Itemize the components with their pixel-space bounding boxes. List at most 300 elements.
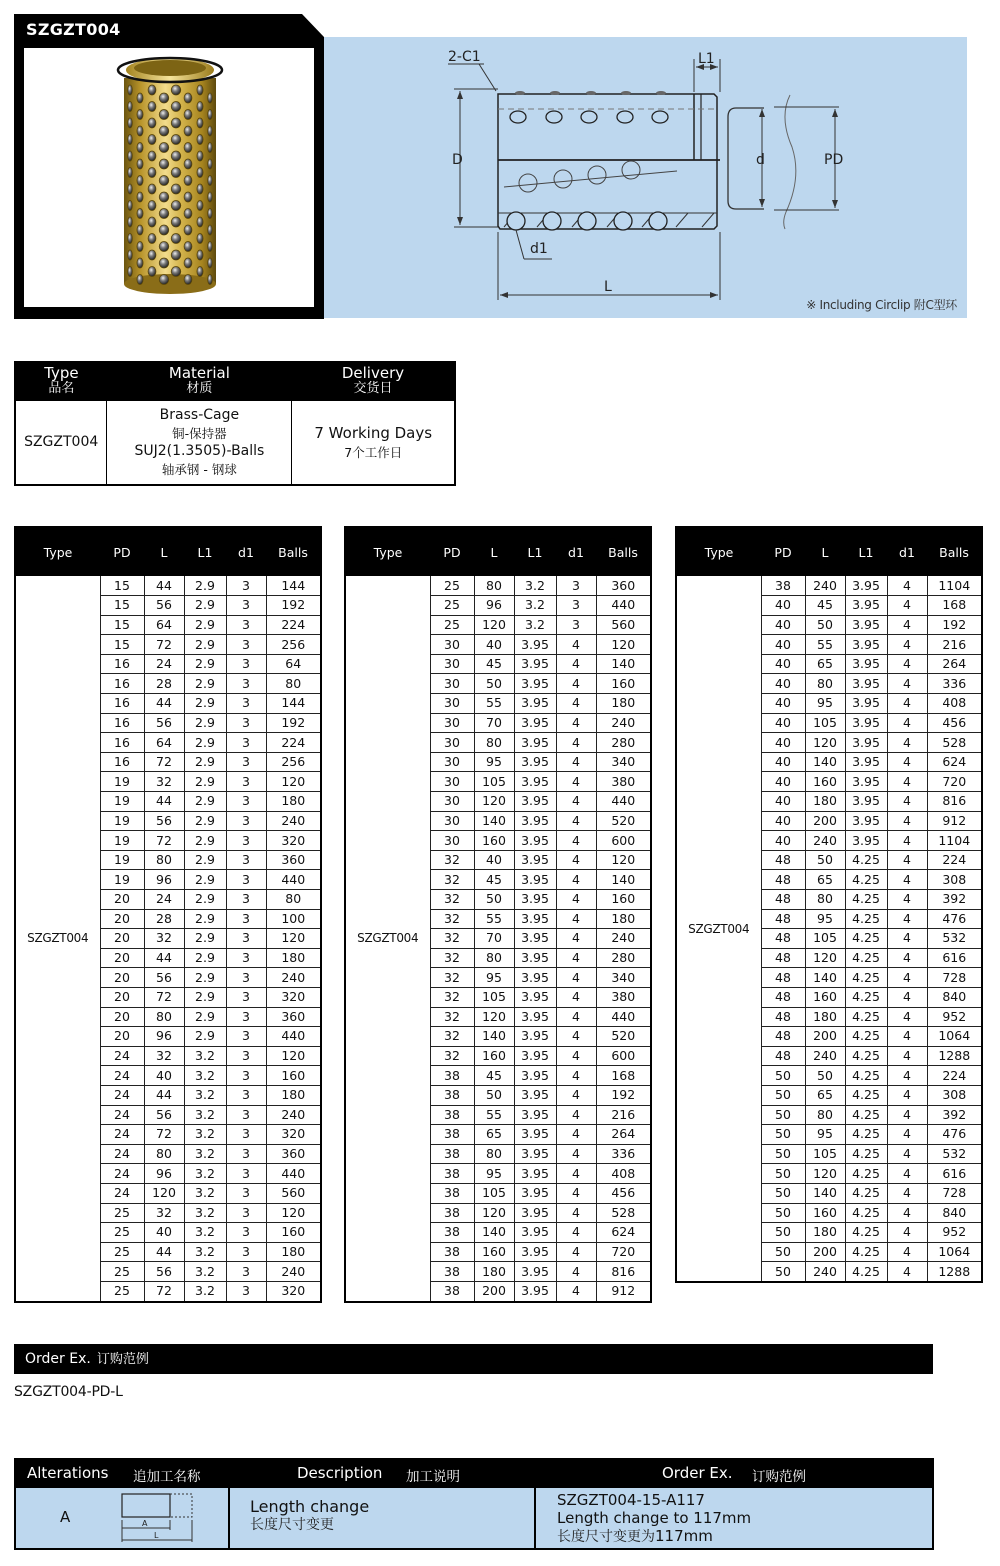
cage-ball xyxy=(208,159,213,169)
cell-l1: 3.95 xyxy=(514,1105,556,1125)
cell-l1: 2.9 xyxy=(184,890,226,910)
cage-ball xyxy=(148,102,156,112)
cell-pd: 24 xyxy=(100,1046,144,1066)
cell-l: 80 xyxy=(144,850,184,870)
material-balls-en: SUJ2(1.3505)-Balls xyxy=(134,443,265,460)
alterations-table xyxy=(14,1458,934,1550)
cell-l1: 3.95 xyxy=(845,674,887,694)
cell-d1: 3 xyxy=(226,752,266,772)
cell-l1: 4.25 xyxy=(845,1007,887,1027)
cell-pd: 20 xyxy=(100,987,144,1007)
cell-l1: 3.95 xyxy=(514,1066,556,1086)
cell-d1: 4 xyxy=(887,694,927,714)
cell-d1: 4 xyxy=(887,1125,927,1145)
cell-d1: 3 xyxy=(226,713,266,733)
product-code-title: SZGZT004 xyxy=(26,20,121,39)
cell-l: 105 xyxy=(474,1183,514,1203)
cell-l1: 3.95 xyxy=(514,694,556,714)
cell-balls: 140 xyxy=(596,654,650,674)
cage-ball xyxy=(184,110,192,120)
cage-ball xyxy=(171,217,181,227)
cage-ball xyxy=(128,234,133,244)
cell-l: 200 xyxy=(805,1242,845,1262)
cell-balls: 440 xyxy=(266,1027,320,1047)
label-D: D xyxy=(452,152,463,168)
cell-d1: 4 xyxy=(887,909,927,929)
cell-pd: 15 xyxy=(100,576,144,596)
cell-pd: 32 xyxy=(430,890,474,910)
cell-balls: 1104 xyxy=(927,576,981,596)
cell-balls: 192 xyxy=(266,596,320,616)
cell-d1: 4 xyxy=(887,1223,927,1243)
cell-l: 50 xyxy=(805,1066,845,1086)
alt-header-order-en: Order Ex. xyxy=(662,1464,733,1482)
cell-d1: 4 xyxy=(887,1242,927,1262)
header-material-en: Material xyxy=(168,364,230,382)
cell-balls: 360 xyxy=(596,576,650,596)
cell-pd: 38 xyxy=(430,1125,474,1145)
cell-pd: 40 xyxy=(761,752,805,772)
cell-l: 120 xyxy=(805,948,845,968)
cell-l1: 4.25 xyxy=(845,890,887,910)
cell-pd: 25 xyxy=(100,1262,144,1282)
cell-d1: 3 xyxy=(226,792,266,812)
cell-l: 50 xyxy=(474,890,514,910)
cage-ball xyxy=(171,85,181,95)
cage-ball xyxy=(197,151,203,161)
cell-balls: 840 xyxy=(927,1203,981,1223)
cell-balls: 600 xyxy=(596,1046,650,1066)
cell-d1: 4 xyxy=(887,1046,927,1066)
cell-l: 95 xyxy=(474,1164,514,1184)
cell-l1: 3.2 xyxy=(184,1203,226,1223)
cage-ball xyxy=(148,267,156,277)
cell-pd: 24 xyxy=(100,1183,144,1203)
cell-pd: 40 xyxy=(761,596,805,616)
cell-l: 80 xyxy=(474,576,514,596)
cell-pd: 38 xyxy=(430,1105,474,1125)
cage-ball xyxy=(184,143,192,153)
cage-ball xyxy=(159,143,169,153)
cell-l: 105 xyxy=(474,987,514,1007)
cell-balls: 560 xyxy=(596,615,650,635)
cell-d1: 3 xyxy=(226,1027,266,1047)
cell-l1: 3.95 xyxy=(514,674,556,694)
cell-l: 120 xyxy=(474,792,514,812)
cell-l: 96 xyxy=(474,596,514,616)
header-type-cn: 品名 xyxy=(48,381,75,396)
cell-d1: 4 xyxy=(887,596,927,616)
cage-ball xyxy=(208,242,213,252)
cell-pd: 25 xyxy=(430,576,474,596)
cell-l: 72 xyxy=(144,635,184,655)
cell-l1: 3.95 xyxy=(514,870,556,890)
cell-l: 140 xyxy=(805,968,845,988)
cell-balls: 160 xyxy=(596,674,650,694)
cell-l1: 2.9 xyxy=(184,870,226,890)
cage-ball xyxy=(137,209,143,219)
column-header-l1: L1 xyxy=(514,528,556,576)
cell-balls: 144 xyxy=(266,694,320,714)
cell-balls: 440 xyxy=(596,792,650,812)
info-header-material xyxy=(107,362,292,401)
cell-l1: 3.95 xyxy=(514,772,556,792)
cell-balls: 240 xyxy=(266,1262,320,1282)
spec-table-2 xyxy=(344,526,652,1303)
cell-balls: 100 xyxy=(266,909,320,929)
cell-l1: 3.2 xyxy=(184,1242,226,1262)
alt-header-alterations-en: Alterations xyxy=(27,1464,109,1482)
cell-balls: 520 xyxy=(596,811,650,831)
cell-pd: 38 xyxy=(430,1203,474,1223)
cell-balls: 64 xyxy=(266,654,320,674)
cell-pd: 15 xyxy=(100,615,144,635)
cage-ball xyxy=(197,168,203,178)
cell-l: 160 xyxy=(805,772,845,792)
cage-ball xyxy=(128,118,133,128)
cell-pd: 32 xyxy=(430,968,474,988)
cell-pd: 40 xyxy=(761,811,805,831)
column-header-l1: L1 xyxy=(184,528,226,576)
cell-d1: 4 xyxy=(556,1242,596,1262)
cage-ball xyxy=(159,192,169,202)
cell-pd: 24 xyxy=(100,1085,144,1105)
cell-l1: 3.2 xyxy=(184,1281,226,1301)
cell-l1: 2.9 xyxy=(184,850,226,870)
label-L: L xyxy=(604,279,612,295)
cell-balls: 520 xyxy=(596,1027,650,1047)
cell-d1: 4 xyxy=(887,1105,927,1125)
cage-ball xyxy=(197,250,203,260)
cell-d1: 3 xyxy=(226,694,266,714)
cell-l1: 3.95 xyxy=(514,635,556,655)
cage-ball xyxy=(148,85,156,95)
cell-d1: 4 xyxy=(887,576,927,596)
cell-l1: 2.9 xyxy=(184,694,226,714)
cell-pd: 30 xyxy=(430,811,474,831)
header-delivery-cn: 交货日 xyxy=(353,381,393,396)
cell-l: 44 xyxy=(144,1242,184,1262)
cell-l1: 2.9 xyxy=(184,772,226,792)
cell-pd: 50 xyxy=(761,1066,805,1086)
alt-divider xyxy=(534,1488,536,1548)
cell-pd: 19 xyxy=(100,870,144,890)
cell-l1: 3.2 xyxy=(184,1085,226,1105)
cell-l: 160 xyxy=(474,831,514,851)
cell-l1: 2.9 xyxy=(184,713,226,733)
cell-l1: 3.95 xyxy=(514,713,556,733)
cell-balls: 1288 xyxy=(927,1262,981,1282)
cell-d1: 4 xyxy=(556,674,596,694)
cell-balls: 336 xyxy=(596,1144,650,1164)
cell-d1: 3 xyxy=(226,1164,266,1184)
cell-pd: 38 xyxy=(430,1085,474,1105)
column-header-type: Type xyxy=(16,528,100,576)
cell-l: 70 xyxy=(474,929,514,949)
cell-l1: 4.25 xyxy=(845,1027,887,1047)
column-header-d1: d1 xyxy=(226,528,266,576)
cell-balls: 224 xyxy=(266,615,320,635)
cage-ball xyxy=(208,258,213,268)
cell-l: 80 xyxy=(805,890,845,910)
cell-d1: 4 xyxy=(887,1183,927,1203)
cell-l1: 4.25 xyxy=(845,1242,887,1262)
cell-l: 105 xyxy=(474,772,514,792)
label-PD: PD xyxy=(824,152,844,168)
cell-d1: 3 xyxy=(226,850,266,870)
cell-pd: 32 xyxy=(430,909,474,929)
cell-l: 44 xyxy=(144,694,184,714)
column-header-type: Type xyxy=(677,528,761,576)
cell-l1: 3.95 xyxy=(845,713,887,733)
cell-l1: 3.95 xyxy=(514,811,556,831)
cell-pd: 40 xyxy=(761,615,805,635)
cell-d1: 3 xyxy=(556,576,596,596)
cell-pd: 50 xyxy=(761,1085,805,1105)
cage-ball xyxy=(128,250,133,260)
cell-balls: 240 xyxy=(266,1105,320,1125)
cage-ball xyxy=(208,93,213,103)
cell-balls: 240 xyxy=(266,811,320,831)
cell-pd: 50 xyxy=(761,1105,805,1125)
cell-pd: 38 xyxy=(761,576,805,596)
alt-example-cn: 长度尺寸变更为 xyxy=(557,1529,655,1545)
cell-l1: 3.95 xyxy=(514,1183,556,1203)
cell-balls: 120 xyxy=(266,772,320,792)
cell-l: 140 xyxy=(474,1223,514,1243)
cell-l1: 3.95 xyxy=(845,596,887,616)
cell-d1: 3 xyxy=(226,1183,266,1203)
cell-l1: 2.9 xyxy=(184,948,226,968)
cell-balls: 440 xyxy=(596,1007,650,1027)
cell-balls: 336 xyxy=(927,674,981,694)
cell-d1: 3 xyxy=(226,674,266,694)
cell-pd: 25 xyxy=(100,1223,144,1243)
cell-d1: 4 xyxy=(556,948,596,968)
cell-pd: 24 xyxy=(100,1066,144,1086)
cell-pd: 50 xyxy=(761,1183,805,1203)
cell-d1: 4 xyxy=(556,1085,596,1105)
spec-table-3 xyxy=(675,526,983,1283)
cell-l: 24 xyxy=(144,654,184,674)
cell-l1: 3.95 xyxy=(845,576,887,596)
cell-d1: 4 xyxy=(556,654,596,674)
cell-l1: 3.95 xyxy=(845,811,887,831)
cell-l: 70 xyxy=(474,713,514,733)
cell-d1: 4 xyxy=(887,850,927,870)
cell-pd: 48 xyxy=(761,1027,805,1047)
cage-ball xyxy=(184,192,192,202)
cell-pd: 30 xyxy=(430,674,474,694)
cell-l1: 3.2 xyxy=(514,596,556,616)
cell-pd: 40 xyxy=(761,694,805,714)
cell-l: 65 xyxy=(805,1085,845,1105)
cell-l: 72 xyxy=(144,1125,184,1145)
cell-balls: 120 xyxy=(266,929,320,949)
cell-pd: 38 xyxy=(430,1164,474,1184)
order-title-en: Order Ex. xyxy=(25,1351,91,1367)
delivery-cn: 7个工作日 xyxy=(344,444,403,460)
cell-balls: 192 xyxy=(927,615,981,635)
cell-l1: 3.95 xyxy=(514,1223,556,1243)
material-cage-cn: 铜-保持器 xyxy=(172,426,227,442)
cell-pd: 50 xyxy=(761,1144,805,1164)
cell-pd: 48 xyxy=(761,1046,805,1066)
cell-l: 180 xyxy=(805,1223,845,1243)
cell-l: 55 xyxy=(805,635,845,655)
cell-l1: 3.95 xyxy=(514,831,556,851)
info-header-type xyxy=(15,362,107,401)
cell-l: 45 xyxy=(474,870,514,890)
cell-d1: 3 xyxy=(226,1007,266,1027)
cage-ball xyxy=(137,93,143,103)
table-row xyxy=(346,576,650,596)
cell-balls: 256 xyxy=(266,752,320,772)
cell-d1: 4 xyxy=(887,733,927,753)
cell-pd: 32 xyxy=(430,987,474,1007)
cell-l: 32 xyxy=(144,1046,184,1066)
cell-l: 32 xyxy=(144,1203,184,1223)
cell-l1: 4.25 xyxy=(845,1203,887,1223)
cell-d1: 3 xyxy=(226,987,266,1007)
cell-d1: 3 xyxy=(226,733,266,753)
cell-d1: 3 xyxy=(226,1281,266,1301)
cell-balls: 120 xyxy=(266,1203,320,1223)
type-cell: SZGZT004 xyxy=(16,576,100,1301)
column-header-l1: L1 xyxy=(845,528,887,576)
cell-l1: 3.95 xyxy=(845,733,887,753)
cell-pd: 20 xyxy=(100,929,144,949)
cell-l: 55 xyxy=(474,909,514,929)
cell-d1: 4 xyxy=(556,694,596,714)
cell-balls: 728 xyxy=(927,968,981,988)
cell-l: 65 xyxy=(474,1125,514,1145)
cell-pd: 30 xyxy=(430,733,474,753)
cell-pd: 32 xyxy=(430,1027,474,1047)
cell-pd: 30 xyxy=(430,792,474,812)
cage-ball xyxy=(128,267,133,277)
cell-pd: 15 xyxy=(100,635,144,655)
cell-l: 80 xyxy=(144,1007,184,1027)
cell-l1: 4.25 xyxy=(845,1125,887,1145)
cell-l: 64 xyxy=(144,615,184,635)
cell-d1: 4 xyxy=(556,1105,596,1125)
cell-l: 96 xyxy=(144,870,184,890)
cage-ball xyxy=(128,102,133,112)
cage-ball xyxy=(208,126,213,136)
column-header-pd: PD xyxy=(430,528,474,576)
cell-balls: 256 xyxy=(266,635,320,655)
cell-l1: 3.95 xyxy=(514,1144,556,1164)
alt-divider xyxy=(228,1488,230,1548)
cell-l1: 2.9 xyxy=(184,596,226,616)
cell-balls: 216 xyxy=(927,635,981,655)
cell-pd: 48 xyxy=(761,870,805,890)
cell-d1: 4 xyxy=(887,1066,927,1086)
cell-l1: 2.9 xyxy=(184,1007,226,1027)
cell-balls: 308 xyxy=(927,870,981,890)
cell-l: 160 xyxy=(805,1203,845,1223)
cell-balls: 456 xyxy=(927,713,981,733)
cage-ball xyxy=(137,258,143,268)
spec-table-grid xyxy=(346,528,650,1301)
cell-d1: 4 xyxy=(556,890,596,910)
cell-balls: 216 xyxy=(596,1105,650,1125)
cell-balls: 340 xyxy=(596,968,650,988)
cell-l1: 2.9 xyxy=(184,674,226,694)
cell-balls: 360 xyxy=(266,1144,320,1164)
cell-pd: 24 xyxy=(100,1164,144,1184)
cell-l: 96 xyxy=(144,1027,184,1047)
cell-d1: 3 xyxy=(226,1085,266,1105)
cell-l: 200 xyxy=(805,811,845,831)
cell-l: 80 xyxy=(474,733,514,753)
cell-l: 120 xyxy=(805,733,845,753)
cell-l: 140 xyxy=(805,752,845,772)
cell-pd: 20 xyxy=(100,890,144,910)
cell-pd: 40 xyxy=(761,654,805,674)
cell-l1: 3.95 xyxy=(514,1085,556,1105)
cell-balls: 280 xyxy=(596,733,650,753)
cell-l: 50 xyxy=(805,615,845,635)
order-example-bar xyxy=(14,1344,933,1374)
cell-pd: 19 xyxy=(100,772,144,792)
cell-l: 120 xyxy=(474,1007,514,1027)
cell-balls: 180 xyxy=(596,694,650,714)
alt-order-example xyxy=(557,1491,751,1546)
cell-l1: 2.9 xyxy=(184,929,226,949)
cell-pd: 16 xyxy=(100,733,144,753)
cell-l: 72 xyxy=(144,752,184,772)
cage-ball xyxy=(128,135,133,145)
alterations-row xyxy=(16,1488,932,1548)
cell-pd: 38 xyxy=(430,1262,474,1282)
column-header-balls: Balls xyxy=(596,528,650,576)
cell-pd: 40 xyxy=(761,772,805,792)
cell-d1: 4 xyxy=(556,909,596,929)
cell-d1: 4 xyxy=(556,987,596,1007)
cell-l1: 2.9 xyxy=(184,1027,226,1047)
cell-l1: 2.9 xyxy=(184,635,226,655)
cell-l1: 2.9 xyxy=(184,811,226,831)
cell-d1: 4 xyxy=(887,948,927,968)
cell-l: 40 xyxy=(474,635,514,655)
cell-balls: 456 xyxy=(596,1183,650,1203)
cell-l: 40 xyxy=(144,1223,184,1243)
cell-l: 72 xyxy=(144,987,184,1007)
header-type-en: Type xyxy=(44,364,79,382)
cell-l1: 3.95 xyxy=(514,752,556,772)
cell-d1: 3 xyxy=(226,968,266,988)
cell-pd: 20 xyxy=(100,1007,144,1027)
cage-ball xyxy=(184,225,192,235)
cell-l1: 4.25 xyxy=(845,948,887,968)
cage-ball xyxy=(171,151,181,161)
cage-ball xyxy=(128,85,133,95)
cell-d1: 3 xyxy=(226,596,266,616)
cell-l1: 3.95 xyxy=(514,733,556,753)
cell-l1: 3.95 xyxy=(514,1046,556,1066)
cell-pd: 30 xyxy=(430,831,474,851)
cage-ball xyxy=(184,275,192,285)
cell-balls: 624 xyxy=(596,1223,650,1243)
cell-pd: 38 xyxy=(430,1242,474,1262)
cell-balls: 192 xyxy=(596,1085,650,1105)
cage-ball xyxy=(197,135,203,145)
cell-l1: 3.95 xyxy=(514,987,556,1007)
cell-d1: 3 xyxy=(226,909,266,929)
dimension-diagram xyxy=(324,37,967,318)
